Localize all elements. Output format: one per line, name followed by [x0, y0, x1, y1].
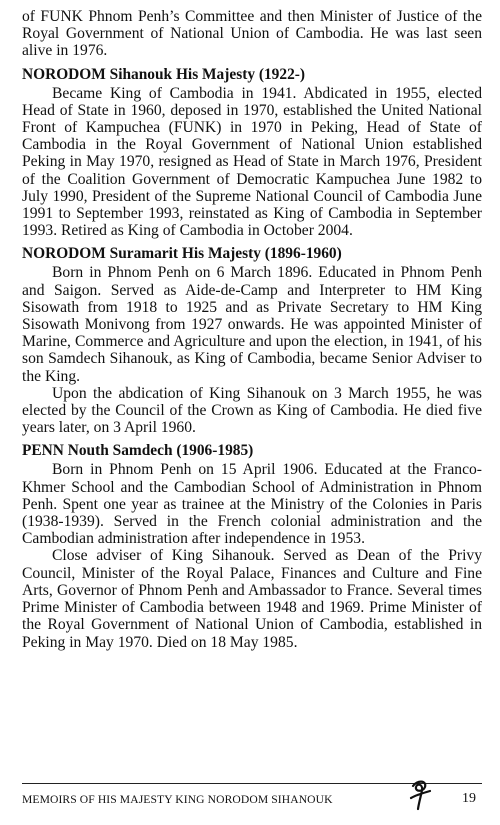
- entry-heading: NORODOM Sihanouk His Majesty (1922-): [22, 65, 306, 83]
- signature-icon: [407, 776, 433, 812]
- footer-row: [22, 784, 482, 814]
- entry-paragraph: Close adviser of King Sihanouk. Served as Dean of the Privy Council, Minister of the Royal Palace, Finances and Culture and Fine Arts, Governor of Phnom Penh and Ambassador to France. Several times Prime Minister of Cambodia between 1948 and 1969. Prime Minister of the Royal Government of National Union of Cambodia, established in Peking in May 1970. Died on 18 May 1985.: [22, 547, 482, 651]
- page-number: 19: [462, 791, 476, 806]
- entry-paragraph: Became King of Cambodia in 1941. Abdicated in 1955, elected Head of State in 1960, deposed in 1970, established the United National Front of Kampuchea (FUNK) in 1970 in Peking, Head of State of Cambodia in the Royal Government of National Union established Peking in May 1970, resigned as Head of State in March 1976, President of the Coalition Government of Democratic Kampuchea June 1982 to July 1990, President of the Supreme National Council of Cambodia June 1991 to September 1993, reinstated as King of Cambodia in September 1993. Retired as King of Cambodia in October 2004.: [22, 84, 482, 240]
- entry-body: [22, 461, 482, 650]
- entry-penn-nouth: [22, 442, 482, 650]
- entry-norodom-suramarit: [22, 245, 482, 436]
- entry-body: [22, 85, 482, 240]
- entry-heading: PENN Nouth Samdech (1906-1985): [22, 442, 254, 460]
- running-title: MEMOIRS OF HIS MAJESTY KING NORODOM SIHANOUK: [22, 793, 333, 806]
- entry-heading: NORODOM Suramarit His Majesty (1896-1960): [22, 245, 342, 263]
- document-page: [22, 8, 482, 651]
- entry-norodom-sihanouk: [22, 66, 482, 240]
- entry-paragraph: Born in Phnom Penh on 15 April 1906. Educated at the Franco-Khmer School and the Cambodian School of Administration in Phnom Penh. Spent one year as trainee at the Ministry of the Colonies in Paris (1938-1939). Served in the French colonial administration and the Cambodian administration after independence in 1953.: [22, 461, 482, 548]
- entry-body: [22, 264, 482, 436]
- entry-paragraph: Born in Phnom Penh on 6 March 1896. Educated in Phnom Penh and Saigon. Served as Aide-de-Camp and Interpreter to HM King Sisowath from 1918 to 1925 and as Private Secretary to HM King Sisowath Monivong from 1927 onwards. He was appointed Minister of Marine, Commerce and Agriculture and upon the election, in 1941, of his son Samdech Sihanouk, as King of Cambodia, became Senior Adviser to the King.: [22, 264, 482, 385]
- intro-paragraph: of FUNK Phnom Penh’s Committee and then Minister of Justice of the Royal Government of National Union of Cambodia. He was last seen alive in 1976.: [22, 8, 482, 60]
- entry-paragraph: Upon the abdication of King Sihanouk on 3 March 1955, he was elected by the Council of the Crown as King of Cambodia. He died five years later, on 3 April 1960.: [22, 384, 482, 437]
- page-footer: [22, 783, 482, 814]
